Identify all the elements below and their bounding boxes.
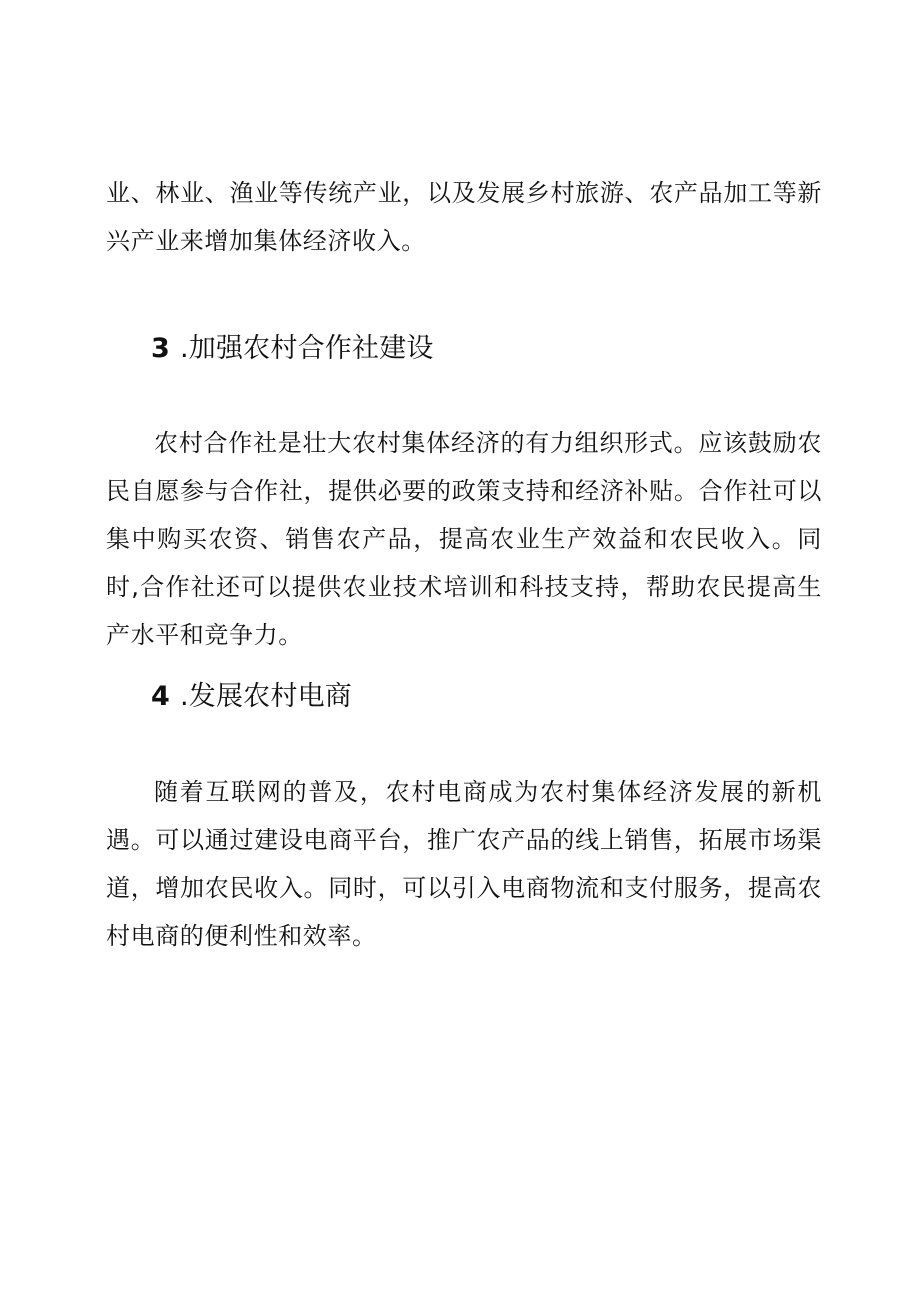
section-heading-3 <box>151 329 434 369</box>
paragraph-ecommerce: 随着互联网的普及，农村电商成为农村集体经济发展的新机遇。可以通过建设电商平台，推广农产品的线上销售，拓展市场渠道，增加农民收入。同时，可以引入电商物流和支付服务，提高农村电商的便利性和效率。 <box>106 778 822 950</box>
paragraph-continued: 业、林业、渔业等传统产业，以及发展乡村旅游、农产品加工等新兴产业来增加集体经济收入。 <box>106 179 822 255</box>
section-title: .加强农村合作社建设 <box>180 333 434 364</box>
section-number: 3 <box>151 333 170 364</box>
section-title: .发展农村电商 <box>180 681 352 712</box>
paragraph-cooperative: 农村合作社是壮大农村集体经济的有力组织形式。应该鼓励农民自愿参与合作社，提供必要的政策支持和经济补贴。合作社可以集中购买农资、销售农产品，提高农业生产效益和农民收入。同时,合作社还可以提供农业技术培训和科技支持，帮助农民提高生产水平和竞争力。 <box>106 429 822 649</box>
section-number: 4 <box>151 681 170 712</box>
section-heading-4 <box>151 677 352 717</box>
